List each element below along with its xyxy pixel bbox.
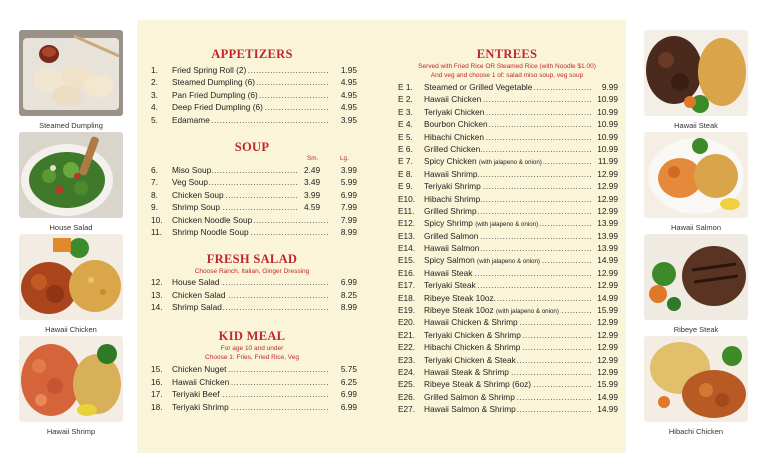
menu-item [396,378,618,390]
menu-item [396,403,618,415]
item-number: E17. [398,280,416,291]
item-price: 13.99 [597,243,618,254]
soup-size-header [147,155,357,164]
item-price: 4.95 [340,102,357,113]
item-number: E 8. [398,168,413,179]
menu-item [147,164,357,176]
menu-item [147,214,357,226]
item-note: (with jalapeno & onion) [478,159,542,167]
menu-item [147,388,357,400]
photo-caption: Hawaii Steak [674,121,718,130]
menu-item [147,289,357,301]
menu-item [396,81,618,93]
entrees-title: ENTREES [476,47,538,61]
item-name: Steamed Dumpling (6) [172,77,256,88]
item-number: 16. [151,376,163,387]
item-price: 12.99 [597,168,618,179]
item-name: Teriyaki Steak [424,280,476,291]
item-price-large: 3.99 [340,164,357,175]
kids-subtitle-age: For age 10 and under [220,345,284,353]
dumpling-photo [19,30,123,116]
item-name: Veg Soup [172,177,208,188]
item-price: 5.75 [340,364,357,375]
item-name: Ribeye Steak 10oz. [424,292,496,303]
item-name: Spicy Chicken (with jalapeno & onion) [424,155,543,169]
menu-item [396,106,618,118]
menu-item [396,267,618,279]
item-number: E13. [398,230,416,241]
salad-subtitle: Choose Ranch, Italian, Ginger Dressing [194,268,310,276]
menu-item [147,176,357,188]
appetizers-title: APPETIZERS [211,47,293,61]
menu-item [147,101,357,113]
photo-card-hawaii-shrimp [18,336,124,438]
item-price: 10.99 [597,119,618,130]
menu-item [396,143,618,155]
item-number: 6. [151,164,158,175]
item-number: E24. [398,366,416,377]
shrimp-photo [19,336,123,422]
photo-card-house-salad [18,132,124,234]
item-price: 6.99 [340,277,357,288]
item-name: Teriyaki Shrimp [424,181,481,192]
hibachi-chicken-photo [644,336,748,422]
item-price: 12.99 [597,354,618,365]
item-number: 9. [151,202,158,213]
item-price-large: 5.99 [340,177,357,188]
item-price: 12.99 [597,280,618,291]
item-name: Chicken Soup [172,189,224,200]
item-number: 17. [151,389,163,400]
item-number: 7. [151,177,158,188]
item-price: 4.95 [340,89,357,100]
item-price: 12.99 [597,317,618,328]
item-name: Ribeye Steak & Shrimp (6oz) [424,379,531,390]
photo-caption: House Salad [49,223,93,232]
item-number: E20. [398,317,416,328]
item-name: Miso Soup [172,164,212,175]
item-number: E 6. [398,143,413,154]
ribeye-photo [644,234,748,320]
item-name: Hawaii Steak & Shrimp [424,366,509,377]
menu-item [396,329,618,341]
item-name: Spicy Shrimp (with jalapeno & onion) [424,217,539,231]
item-price: 12.99 [597,329,618,340]
menu-item [396,304,618,316]
menu-item [396,292,618,304]
menu-item [147,401,357,413]
menu-item [147,376,357,388]
item-price: 12.99 [597,205,618,216]
salad-photo [19,132,123,218]
menu-item [396,242,618,254]
item-price: 3.95 [340,114,357,125]
menu-item [396,131,618,143]
item-name: Shrimp Soup [172,202,220,213]
photo-caption: Hawaii Salmon [670,223,722,232]
item-price-large: 6.99 [340,189,357,200]
item-price: 8.99 [340,302,357,313]
item-number: E 1. [398,82,413,92]
menu-item [147,114,357,126]
item-number: 5. [151,114,158,125]
item-number: E 9. [398,181,413,192]
item-name: Edamame [172,114,210,125]
item-price: 9.99 [601,82,618,92]
item-price: 6.99 [340,389,357,400]
item-name: Shrimp Salad [172,302,222,313]
item-price: 15.99 [597,305,618,316]
item-number: 2. [151,77,158,88]
item-note: (with jalapeno & onion) [475,221,539,229]
item-name: Spicy Salmon (with jalapeno & onion) [424,254,541,268]
item-number: 12. [151,277,163,288]
entrees-subtitle-sides: And veg and choose 1 of: salad miso soup, veg soup [430,72,584,79]
photo-caption: Ribeye Steak [673,325,719,334]
salad-title: FRESH SALAD [206,252,298,267]
item-name: Teriyaki Chicken [424,106,485,117]
salmon-photo [644,132,748,218]
item-price: 1.95 [340,65,357,75]
appetizers-list [147,64,357,126]
menu-item [147,189,357,201]
photo-card-hawaii-steak [643,30,749,132]
item-price: 12.99 [597,193,618,204]
item-number: E26. [398,391,416,402]
item-number: E18. [398,292,416,303]
item-price: 13.99 [597,218,618,229]
item-name: Pan Fried Dumpling (6) [172,89,258,100]
item-number: E21. [398,329,416,340]
salad-list [147,276,357,313]
item-name: Shrimp Noodle Soup [172,226,249,237]
item-name: House Salad [172,277,220,288]
menu-item [396,366,618,378]
photo-card-hawaii-salmon [643,132,749,234]
menu-item [396,118,618,130]
item-number: E14. [398,243,416,254]
photo-caption: Steamed Dumpling [39,121,103,130]
item-price: 10.99 [597,143,618,154]
soup-title: SOUP [234,139,270,154]
chicken-photo [19,234,123,320]
item-price-small: 3.99 [304,189,321,200]
item-price: 10.99 [597,94,618,105]
photo-card-hibachi-chicken [643,336,749,438]
item-name: Hibachi Chicken [424,131,484,142]
menu-item [396,155,618,167]
item-number: E16. [398,267,416,278]
item-number: E19. [398,305,416,316]
photo-caption: Hibachi Chicken [668,427,724,436]
menu-item [147,89,357,101]
item-price: 15.99 [597,379,618,390]
menu-right-column [396,20,618,416]
item-name: Hawaii Chicken [424,94,482,105]
item-name: Grilled Chicken [424,143,481,154]
item-name: Grilled Shrimp [424,205,477,216]
left-photo-column [18,30,124,438]
item-price: 8.25 [340,289,357,300]
menu-item [147,301,357,313]
item-price: 13.99 [597,230,618,241]
item-note: (with jalapeno & onion) [495,308,559,316]
item-name: Grilled Salmon & Shrimp [424,391,515,402]
item-price: 6.25 [340,376,357,387]
item-price: 12.99 [597,267,618,278]
item-number: E15. [398,255,416,266]
item-price: 12.99 [597,342,618,353]
item-price: 14.99 [597,292,618,303]
item-name: Chicken Nuget [172,364,227,375]
menu-item [147,226,357,238]
item-number: 8. [151,189,158,200]
photo-caption: Hawaii Chicken [45,325,97,334]
menu-item [147,64,357,76]
photo-caption: Hawaii Shrimp [46,427,96,436]
menu-item [147,201,357,213]
item-name: Chicken Salad [172,289,226,300]
menu-item [396,205,618,217]
menu-item [396,391,618,403]
menu-item [396,230,618,242]
item-name: Deep Fried Dumpling (6) [172,102,263,113]
item-price: 12.99 [597,366,618,377]
item-number: 10. [151,214,163,225]
item-price-large: 7.99 [340,202,357,213]
item-number: E12. [398,218,416,229]
item-price-large: 7.99 [340,214,357,225]
size-small-label: Sm. [307,154,319,162]
item-price-small: 4.59 [304,202,321,213]
menu-left-column [147,20,357,413]
item-price: 4.95 [340,77,357,88]
menu-item [396,193,618,205]
item-number: 18. [151,401,163,412]
item-price: 10.99 [597,106,618,117]
menu-item [396,354,618,366]
item-price-small: 2.49 [304,164,321,175]
item-price: 11.99 [597,156,618,167]
item-number: E 5. [398,131,413,142]
photo-card-hawaii-chicken [18,234,124,336]
size-large-label: Lg. [340,154,349,162]
item-price: 14.99 [597,391,618,402]
item-number: E22. [398,342,416,353]
item-number: E11. [398,205,415,216]
item-number: E10. [398,193,416,204]
item-number: 13. [151,289,163,300]
item-price-large: 8.99 [340,226,357,237]
item-price: 6.99 [340,401,357,412]
menu-item [147,363,357,375]
menu-item [396,180,618,192]
item-name: Hawaii Salmon [424,243,480,254]
item-number: E23. [398,354,416,365]
item-note: (with jalapeno & onion) [477,258,540,266]
item-number: E 2. [398,94,413,105]
item-name: Hawaii Salmon & Shrimp [424,404,516,415]
photo-card-ribeye-steak [643,234,749,336]
item-name: Teriyaki Chicken & Shrimp [424,329,521,340]
item-number: 3. [151,89,158,100]
item-name: Chicken Noodle Soup [172,214,253,225]
steak-photo [644,30,748,116]
item-number: 14. [151,302,163,313]
kids-list [147,363,357,413]
item-number: E 7. [398,156,413,167]
item-name: Hawaii Shrimp [424,168,478,179]
item-name: Teriyaki Beef [172,389,220,400]
menu-item [396,341,618,353]
item-price: 10.99 [597,131,618,142]
item-name: Grilled Salmon [424,230,479,241]
item-name: Hawaii Chicken [172,376,230,387]
menu-item [147,276,357,288]
entrees-list [396,81,618,416]
item-price: 12.99 [597,181,618,192]
item-number: E27. [398,404,416,415]
item-name: Hibachi Chicken & Shrimp [424,342,521,353]
item-price: 14.99 [597,404,618,415]
item-price-small: 3.49 [304,177,321,188]
item-name: Teriyaki Chicken & Steak [424,354,516,365]
right-photo-column [643,30,749,438]
item-number: E 4. [398,119,413,130]
item-number: E 3. [398,106,413,117]
item-number: 11. [151,226,162,237]
item-number: 1. [151,65,158,75]
soup-list [147,164,357,238]
item-name: Bourbon Chicken [424,119,488,130]
menu-item [396,279,618,291]
item-name: Ribeye Steak 10oz (with jalapeno & onion) [424,304,560,318]
kids-subtitle-choice: Choose 1: Fries, Fried Rice, Veg [205,354,299,362]
item-name: Hibachi Shrimp [424,193,481,204]
photo-card-steamed-dumpling [18,30,124,132]
menu-item [396,168,618,180]
item-number: E25. [398,379,416,390]
entrees-subtitle-rice: Served with Fried Rice OR Steamed Rice (with Noodle $1.00) [418,63,596,70]
menu-panel [137,20,626,453]
menu-item [396,254,618,266]
item-number: 4. [151,102,158,113]
item-name: Teriyaki Shrimp [172,401,229,412]
item-number: 15. [151,364,163,375]
item-name: Hawaii Chicken & Shrimp [424,317,518,328]
item-name: Fried Spring Roll (2) [172,65,247,75]
item-name: Hawaii Steak [424,267,473,278]
kids-title: KID MEAL [218,329,286,344]
menu-item [396,217,618,229]
menu-item [396,316,618,328]
menu-item [147,76,357,88]
item-name: Steamed or Grilled Vegetable [424,82,533,92]
menu-item [396,93,618,105]
item-price: 14.99 [597,255,618,266]
